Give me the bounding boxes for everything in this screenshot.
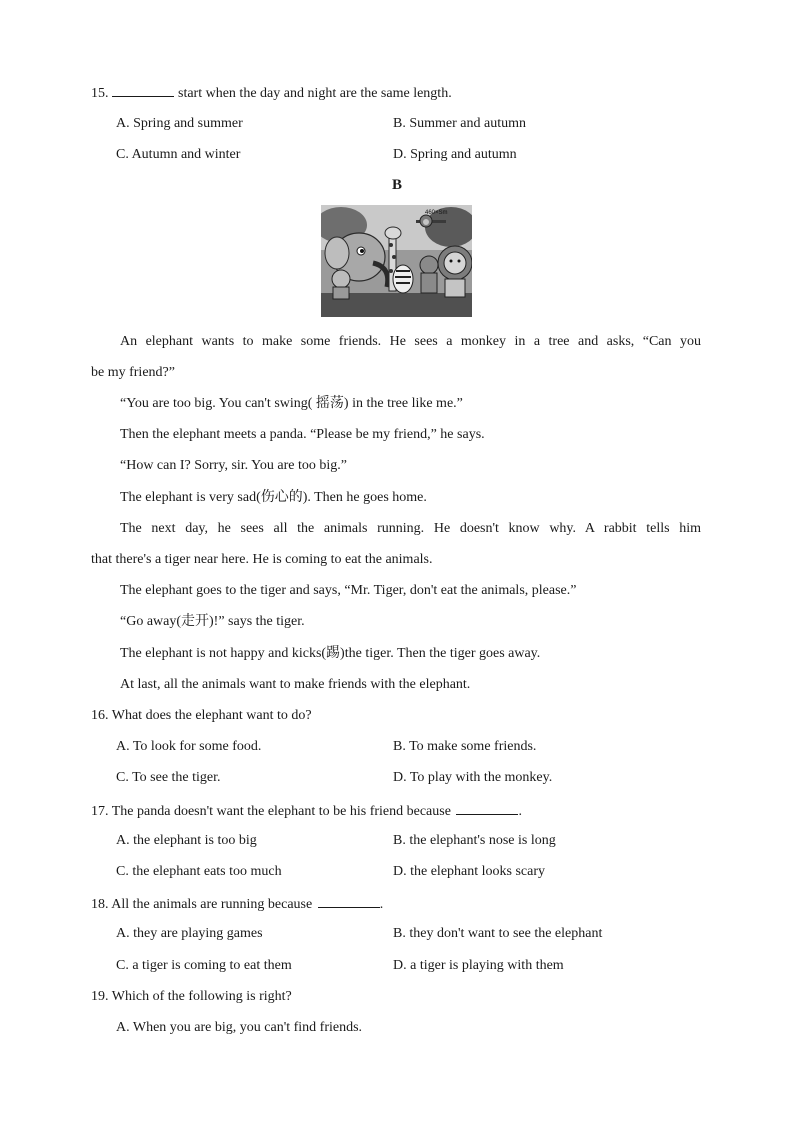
q19-stem: 19. Which of the following is right? xyxy=(91,989,292,1004)
passage-line-8: that there's a tiger near here. He is coming to eat the animals. xyxy=(91,552,433,567)
q17-stem-text: 17. The panda doesn't want the elephant to be his friend because xyxy=(91,804,451,819)
q18-stem-end: . xyxy=(379,897,384,912)
q19-option-a: A. When you are big, you can't find friends. xyxy=(116,1020,363,1035)
q17-option-b: B. the elephant's nose is long xyxy=(393,833,556,848)
q16-option-b: B. To make some friends. xyxy=(393,739,537,754)
bear-figure xyxy=(420,256,438,293)
q17-option-d: D. the elephant looks scary xyxy=(393,864,546,879)
q15-option-d: D. Spring and autumn xyxy=(393,147,517,162)
passage-line-11: The elephant is not happy and kicks(踢)the tiger. Then the tiger goes away. xyxy=(120,646,541,661)
q17-stem xyxy=(91,801,522,821)
q15-stem xyxy=(91,83,452,103)
q16-option-a: A. To look for some food. xyxy=(116,739,262,754)
passage-line-5: “How can I? Sorry, sir. You are too big.” xyxy=(120,458,347,473)
q16-stem: 16. What does the elephant want to do? xyxy=(91,708,312,723)
passage-line-4: Then the elephant meets a panda. “Please be my friend,” he says. xyxy=(120,427,485,442)
q15-stem-text: start when the day and night are the same length. xyxy=(178,86,452,101)
passage-line-10: “Go away(走开)!” says the tiger. xyxy=(120,614,305,629)
zebra-figure xyxy=(393,265,413,293)
q18-option-b: B. they don't want to see the elephant xyxy=(393,926,603,941)
q18-stem xyxy=(91,894,383,914)
q18-stem-text: 18. All the animals are running because xyxy=(91,897,313,912)
q15-blank xyxy=(112,83,174,97)
q18-blank xyxy=(318,894,380,908)
q17-option-a: A. the elephant is too big xyxy=(116,833,257,848)
q15-option-b: B. Summer and autumn xyxy=(393,116,526,131)
passage-line-12: At last, all the animals want to make friends with the elephant. xyxy=(120,677,471,692)
monkey-figure xyxy=(420,215,432,227)
passage-line-1: An elephant wants to make some friends. He sees a monkey in a tree and asks, “Can you xyxy=(120,334,701,349)
q18-option-a: A. they are playing games xyxy=(116,926,263,941)
q15-option-c: C. Autumn and winter xyxy=(116,147,241,162)
passage-line-9: The elephant goes to the tiger and says, “Mr. Tiger, don't eat the animals, please.” xyxy=(120,583,577,598)
q17-blank xyxy=(456,801,518,815)
q16-option-d: D. To play with the monkey. xyxy=(393,770,553,785)
q15-number: 15. xyxy=(91,86,109,101)
passage-line-3: “You are too big. You can't swing( 摇荡) in the tree like me.” xyxy=(120,396,463,411)
section-heading: B xyxy=(391,177,402,193)
q17-option-c: C. the elephant eats too much xyxy=(116,864,282,879)
story-illustration xyxy=(321,205,472,317)
passage-line-7: The next day, he sees all the animals running. He doesn't know why. A rabbit tells him xyxy=(120,521,701,536)
passage-line-6: The elephant is very sad(伤心的). Then he goes home. xyxy=(120,490,427,505)
q16-option-c: C. To see the tiger. xyxy=(116,770,221,785)
small-animal-figure xyxy=(332,270,350,299)
q18-option-c: C. a tiger is coming to eat them xyxy=(116,958,292,973)
q17-stem-end: . xyxy=(518,804,522,819)
image-corner-text: 460×Sm xyxy=(425,210,448,216)
q18-option-d: D. a tiger is playing with them xyxy=(393,958,564,973)
passage-line-2: be my friend?” xyxy=(91,365,175,380)
q15-option-a: A. Spring and summer xyxy=(116,116,243,131)
